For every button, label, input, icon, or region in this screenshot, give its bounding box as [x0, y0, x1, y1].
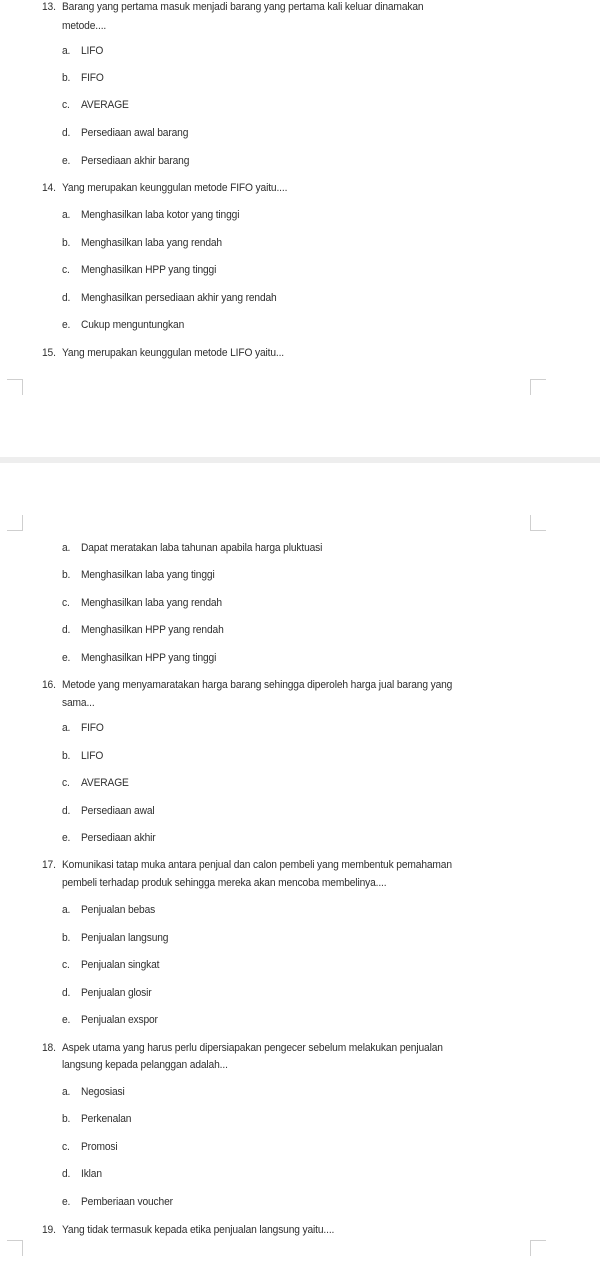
- margin-corner-mark: [530, 515, 546, 531]
- option-letter: c.: [62, 777, 70, 789]
- question-15-number: 15.: [42, 347, 56, 359]
- option-text: Cukup menguntungkan: [81, 319, 185, 331]
- margin-corner-mark: [530, 379, 546, 395]
- option-text: Promosi: [81, 1141, 118, 1153]
- question-17-number: 17.: [42, 859, 56, 871]
- option-letter: c.: [62, 1141, 70, 1153]
- option-letter: b.: [62, 72, 71, 84]
- question-17-text: Komunikasi tatap muka antara penjual dan calon pembeli yang membentuk pemahaman: [62, 859, 452, 871]
- option-text: Menghasilkan laba yang rendah: [81, 237, 222, 249]
- option-text: Persediaan awal barang: [81, 127, 189, 139]
- option-letter: e.: [62, 1196, 71, 1208]
- option-text: Iklan: [81, 1168, 102, 1180]
- option-text: Dapat meratakan laba tahunan apabila harga pluktuasi: [81, 542, 323, 554]
- option-letter: b.: [62, 1113, 71, 1125]
- option-text: Menghasilkan laba yang tinggi: [81, 569, 215, 581]
- question-18-number: 18.: [42, 1042, 56, 1054]
- option-text: Menghasilkan HPP yang tinggi: [81, 652, 217, 664]
- question-17-text-cont: pembeli terhadap produk sehingga mereka akan mencoba membelinya....: [62, 877, 387, 889]
- option-text: Perkenalan: [81, 1113, 132, 1125]
- margin-corner-mark: [7, 515, 23, 531]
- option-letter: c.: [62, 99, 70, 111]
- option-letter: c.: [62, 959, 70, 971]
- option-letter: a.: [62, 209, 71, 221]
- margin-corner-mark: [7, 379, 23, 395]
- question-16-text-cont: sama...: [62, 697, 95, 709]
- question-16-number: 16.: [42, 679, 56, 691]
- option-text: Penjualan langsung: [81, 932, 169, 944]
- option-letter: b.: [62, 750, 71, 762]
- option-text: Menghasilkan persediaan akhir yang rendah: [81, 292, 277, 304]
- option-letter: e.: [62, 1014, 71, 1026]
- option-letter: d.: [62, 987, 71, 999]
- option-text: Penjualan glosir: [81, 987, 152, 999]
- question-13-number: 13.: [42, 1, 56, 13]
- question-15-text: Yang merupakan keunggulan metode LIFO yaitu...: [62, 347, 285, 359]
- option-text: Menghasilkan laba yang rendah: [81, 597, 222, 609]
- option-letter: c.: [62, 264, 70, 276]
- option-letter: e.: [62, 319, 71, 331]
- question-14-text: Yang merupakan keunggulan metode FIFO yaitu....: [62, 182, 288, 194]
- option-letter: e.: [62, 155, 71, 167]
- option-letter: d.: [62, 292, 71, 304]
- option-letter: d.: [62, 805, 71, 817]
- option-text: FIFO: [81, 72, 104, 84]
- question-13-text: Barang yang pertama masuk menjadi barang yang pertama kali keluar dinamakan: [62, 1, 424, 13]
- option-text: Penjualan bebas: [81, 904, 156, 916]
- question-16-text: Metode yang menyamaratakan harga barang sehingga diperoleh harga jual barang yang: [62, 679, 453, 691]
- option-letter: a.: [62, 904, 71, 916]
- question-19-number: 19.: [42, 1224, 56, 1236]
- option-text: Menghasilkan HPP yang tinggi: [81, 264, 217, 276]
- option-text: Penjualan exspor: [81, 1014, 158, 1026]
- option-text: LIFO: [81, 750, 104, 762]
- question-18-text-cont: langsung kepada pelanggan adalah...: [62, 1059, 228, 1071]
- option-letter: d.: [62, 624, 71, 636]
- option-text: AVERAGE: [81, 99, 129, 111]
- option-letter: a.: [62, 722, 71, 734]
- option-letter: e.: [62, 652, 71, 664]
- option-text: AVERAGE: [81, 777, 129, 789]
- question-19-text: Yang tidak termasuk kepada etika penjualan langsung yaitu....: [62, 1224, 335, 1236]
- option-text: Persediaan akhir: [81, 832, 156, 844]
- option-letter: b.: [62, 237, 71, 249]
- option-letter: e.: [62, 832, 71, 844]
- document-page-1: [0, 0, 600, 457]
- option-text: Persediaan akhir barang: [81, 155, 190, 167]
- option-letter: c.: [62, 597, 70, 609]
- option-letter: a.: [62, 542, 71, 554]
- option-letter: a.: [62, 1086, 71, 1098]
- option-text: Persediaan awal: [81, 805, 155, 817]
- option-letter: d.: [62, 1168, 71, 1180]
- option-letter: b.: [62, 932, 71, 944]
- option-text: LIFO: [81, 45, 104, 57]
- option-text: Menghasilkan HPP yang rendah: [81, 624, 224, 636]
- option-text: Penjualan singkat: [81, 959, 160, 971]
- option-letter: a.: [62, 45, 71, 57]
- question-14-number: 14.: [42, 182, 56, 194]
- margin-corner-mark: [530, 1240, 546, 1256]
- option-text: Pemberiaan voucher: [81, 1196, 173, 1208]
- option-letter: b.: [62, 569, 71, 581]
- question-18-text: Aspek utama yang harus perlu dipersiapakan pengecer sebelum melakukan penjualan: [62, 1042, 443, 1054]
- option-text: Menghasilkan laba kotor yang tinggi: [81, 209, 240, 221]
- option-text: FIFO: [81, 722, 104, 734]
- option-letter: d.: [62, 127, 71, 139]
- question-13-text-cont: metode....: [62, 20, 107, 32]
- margin-corner-mark: [7, 1240, 23, 1256]
- option-text: Negosiasi: [81, 1086, 125, 1098]
